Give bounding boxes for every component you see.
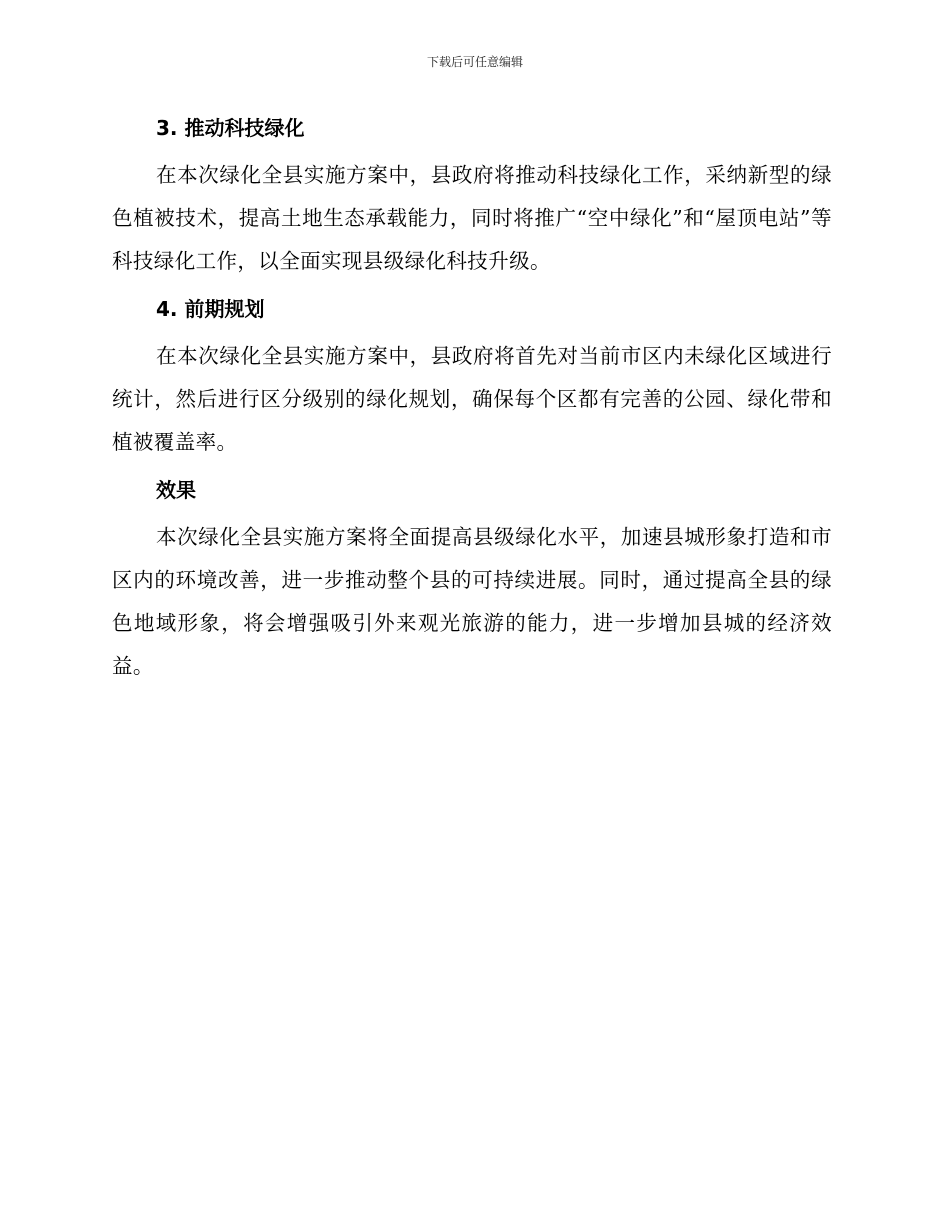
section-paragraph-effects: 本次绿化全县实施方案将全面提高县级绿化水平，加速县城形象打造和市区内的环境改善，进一步推动整个县的可持续进展。同时，通过提高全县的绿色地域形象，将会增强吸引外来观光旅游的能力，进一步增加县城的经济效益。 [112,525,832,678]
section-paragraph-tech-greening: 在本次绿化全县实施方案中，县政府将推动科技绿化工作，采纳新型的绿色植被技术，提高土地生态承载能力，同时将推广“空中绿化”和“屋顶电站”等科技绿化工作，以全面实现县级绿化科技升级。 [112,163,832,273]
page-header: 下载后可任意编辑 [426,55,523,69]
document-body [112,108,832,694]
section-heading-tech-greening: 3. 推动科技绿化 [156,116,305,140]
section-heading-preliminary-planning: 4. 前期规划 [156,297,265,321]
section-paragraph-preliminary-planning: 在本次绿化全县实施方案中，县政府将首先对当前市区内未绿化区域进行统计，然后进行区分级别的绿化规划，确保每个区都有完善的公园、绿化带和植被覆盖率。 [112,344,832,454]
section-heading-effects: 效果 [156,478,196,502]
